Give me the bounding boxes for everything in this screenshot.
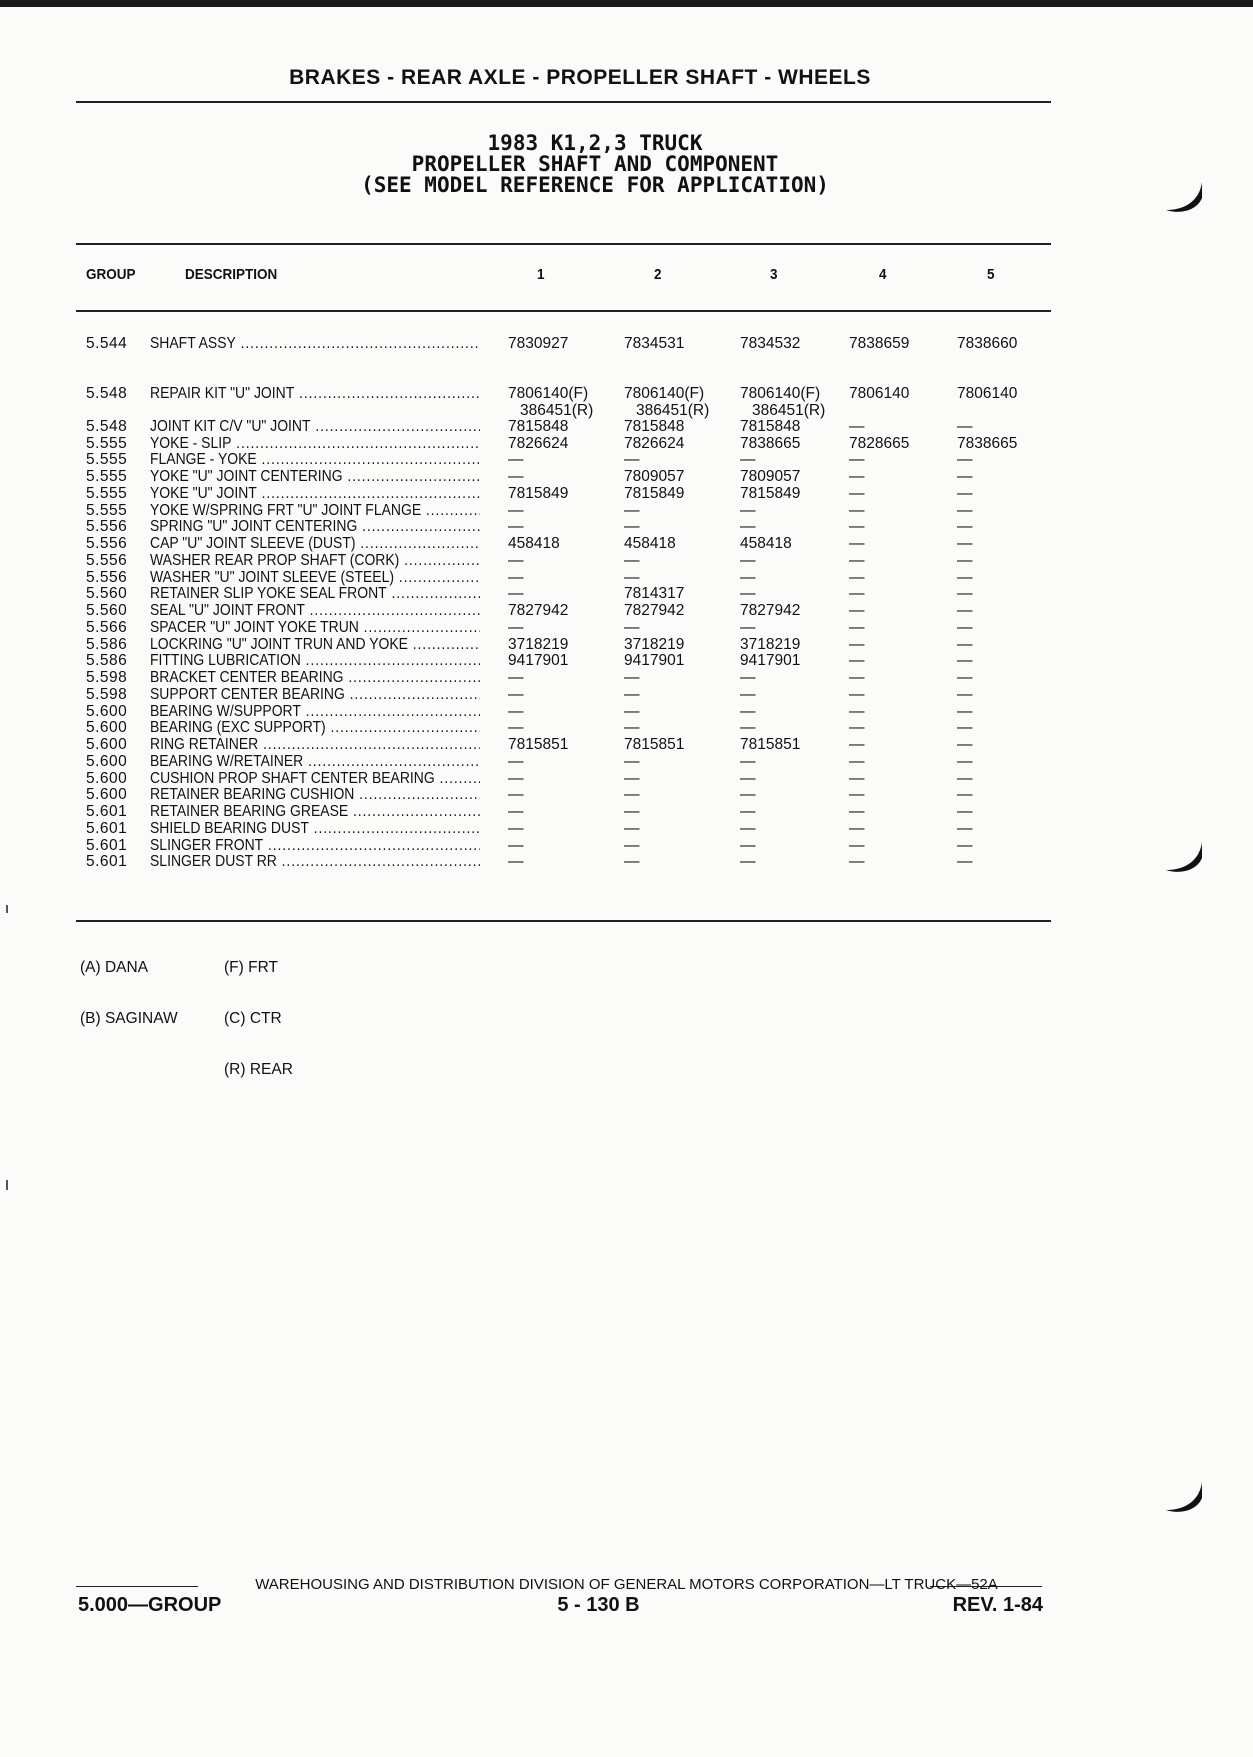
row-description [150,736,480,753]
row-cell-col-3: — [740,836,756,854]
row-description [150,485,480,502]
row-description-text: LOCKRING "U" JOINT TRUN AND YOKE ..... [150,636,480,653]
row-description-text: FLANGE - YOKE ..... [150,451,480,468]
row-cell-col-1: — [508,669,524,686]
row-cell-col-3: — [740,568,756,586]
row-cell-col-1: — [508,585,524,603]
row-cell-col-4: — [849,501,865,519]
row-group-code: 5.555 [86,434,128,452]
binder-ring-hole-icon [1162,180,1204,216]
footer-group: 5.000—GROUP [78,1594,222,1616]
row-description [150,385,480,402]
row-cell-col-5: — [957,484,973,502]
row-cell-col-1: — [508,685,524,703]
row-cell-col-3: — [740,853,756,871]
row-group-code: 5.566 [86,618,128,636]
row-cell-col-2: 7815851 [624,736,685,753]
row-cell-col-1: — [508,618,524,636]
row-description-text: YOKE "U" JOINT CENTERING ..... [150,468,480,485]
row-group-code: 5.556 [86,518,128,536]
row-cell-col-1: 7830927 [508,335,569,352]
row-cell-col-2: — [624,669,640,686]
row-cell-col-2: — [624,819,640,837]
row-group-code: 5.556 [86,551,128,569]
row-group-code: 5.601 [86,853,128,871]
row-description [150,552,480,569]
row-cell-col-4: — [849,819,865,837]
row-description [150,669,480,686]
row-cell-col-1: — [508,702,524,720]
binder-ring-hole-icon [1162,1480,1204,1516]
row-description [150,837,480,854]
row-cell-col-1: 7815849 [508,484,569,502]
row-cell-col-2: — [624,451,640,469]
row-group-code: 5.586 [86,652,128,670]
row-cell-col-2: 7809057 [624,468,685,485]
row-cell-col-4: — [849,803,865,820]
row-group-code: 5.555 [86,484,128,502]
row-cell-col-2: 7815848 [624,417,685,435]
row-cell-col-5: — [957,803,973,820]
row-description-text: RETAINER BEARING GREASE ..... [150,803,480,820]
header-col-4: 4 [879,266,887,283]
row-cell-col-1: 3718219 [508,635,569,653]
row-cell-col-3: 7815849 [740,484,801,502]
row-cell-col-5: — [957,685,973,703]
row-cell-col-5: — [957,769,973,787]
row-cell-col-3: — [740,585,756,603]
row-description-text: FITTING LUBRICATION ..... [150,652,480,669]
row-description [150,569,480,586]
row-cell-col-2: — [624,719,640,737]
row-cell-col-5: — [957,417,973,435]
row-cell-col-1: 7815851 [508,736,569,753]
row-cell-col-2: 7806140(F) [624,384,705,402]
row-group-code: 5.586 [86,635,128,653]
row-description [150,535,480,552]
row-cell-col-5: — [957,551,973,569]
row-description [150,686,480,703]
footer-page-number: 5 - 130 B [557,1594,640,1616]
row-group-code: 5.560 [86,602,128,619]
row-cell-col-3: — [740,752,756,770]
row-description-text: SHIELD BEARING DUST ..... [150,820,480,837]
row-cell-col-4: — [849,736,865,753]
row-group-code: 5.548 [86,417,128,435]
row-group-code: 5.555 [86,501,128,519]
row-group-code: 5.555 [86,451,128,469]
row-cell-col-4: — [849,752,865,770]
row-description [150,803,480,820]
row-cell-col-3: — [740,685,756,703]
row-cell-col-2: — [624,568,640,586]
row-cell-col-4: 7806140 [849,384,910,402]
row-cell-col-4: — [849,685,865,703]
row-cell-col-5: — [957,752,973,770]
row-cell-col-4: — [849,417,865,435]
row-description-text: SLINGER FRONT ..... [150,837,480,854]
row-description-text: YOKE "U" JOINT ..... [150,485,480,502]
row-cell-col-4: — [849,602,865,619]
row-group-code: 5.601 [86,819,128,837]
row-cell-col-2: — [624,786,640,804]
row-cell-col-3: — [740,518,756,536]
row-cell-col-3: 7806140(F) [740,384,821,402]
row-cell-col-5: — [957,535,973,552]
row-cell-col-2: 7814317 [624,585,685,603]
row-cell-col-5: — [957,719,973,737]
page-title [0,133,1190,196]
row-cell-col-2: — [624,518,640,536]
row-cell-col-1: — [508,719,524,737]
row-group-code: 5.598 [86,669,128,686]
row-cell-col-2: — [624,752,640,770]
row-group-code: 5.600 [86,736,128,753]
row-group-code: 5.601 [86,836,128,854]
row-description-text: RING RETAINER ..... [150,736,480,753]
row-description [150,602,480,619]
row-cell-col-3: — [740,451,756,469]
row-group-code: 5.600 [86,769,128,787]
header-rule [76,101,1051,103]
row-cell-col-5: — [957,451,973,469]
row-description-text: CAP "U" JOINT SLEEVE (DUST) ..... [150,535,480,552]
row-cell-col-1: 7827942 [508,602,569,619]
legend-manufacturers [80,925,178,1044]
row-group-code: 5.600 [86,702,128,720]
table-top-rule [76,243,1051,245]
header-bottom-rule [76,310,1051,312]
row-group-code: 5.598 [86,685,128,703]
row-cell-col-2: 7826624 [624,434,685,452]
row-description-text: SPRING "U" JOINT CENTERING ..... [150,518,480,535]
row-cell-col-1: — [508,551,524,569]
footer-division: WAREHOUSING AND DISTRIBUTION DIVISION OF GENERAL MOTORS CORPORATION—LT TRUCK—52A [255,1576,998,1593]
row-group-code: 5.600 [86,752,128,770]
row-description [150,585,480,602]
row-cell-col-4: — [849,618,865,636]
row-cell-col-5: — [957,786,973,804]
row-description-text: SEAL "U" JOINT FRONT ..... [150,602,480,619]
row-description-text: RETAINER BEARING CUSHION ..... [150,786,480,803]
legend-item: (C) CTR [224,1010,282,1027]
scan-top-edge [0,0,1253,7]
row-cell-col-4: — [849,518,865,536]
row-cell-col-3: — [740,702,756,720]
row-cell-col-4: — [849,853,865,871]
row-cell-col-4: — [849,585,865,603]
row-description [150,468,480,485]
row-description-text: REPAIR KIT "U" JOINT ..... [150,385,480,402]
row-cell-col-1: — [508,451,524,469]
row-description [150,518,480,535]
row-cell-col-5: 7806140 [957,384,1018,402]
row-cell-col-4: — [849,719,865,737]
row-cell-col-2: — [624,685,640,703]
row-cell-col-1: 7815848 [508,417,569,435]
row-cell-col-3: 7815848 [740,417,801,435]
row-cell-col-4: — [849,535,865,552]
row-cell-col-4: — [849,451,865,469]
row-description-text: BEARING W/RETAINER ..... [150,753,480,770]
row-cell-col-4: — [849,652,865,670]
row-description-text: SLINGER DUST RR ..... [150,853,480,870]
row-cell-col-3: — [740,669,756,686]
row-description-text: WASHER REAR PROP SHAFT (CORK) ..... [150,552,480,569]
row-cell-col-3: — [740,719,756,737]
scan-mark [6,1180,8,1190]
legend-item: (A) DANA [80,959,149,976]
row-cell-col-1: — [508,518,524,536]
row-cell-col-3: 458418 [740,535,792,552]
row-cell-col-3: — [740,786,756,804]
title-line-2: PROPELLER SHAFT AND COMPONENT [411,152,779,176]
row-cell-col-2: — [624,551,640,569]
row-cell-col-5: — [957,602,973,619]
row-cell-col-1: — [508,568,524,586]
legend-item: (B) SAGINAW [80,1010,178,1027]
row-sub-value-col-2: 386451(R) [636,401,710,419]
row-cell-col-1: — [508,803,524,820]
row-description [150,652,480,669]
row-cell-col-5: — [957,468,973,485]
row-cell-col-5: — [957,518,973,536]
row-description-text: CUSHION PROP SHAFT CENTER BEARING ..... [150,770,480,787]
row-cell-col-2: — [624,501,640,519]
row-group-code: 5.556 [86,568,128,586]
row-cell-col-2: — [624,836,640,854]
header-col-5: 5 [987,266,995,283]
row-cell-col-4: — [849,568,865,586]
row-cell-col-1: — [508,752,524,770]
row-description-text: SPACER "U" JOINT YOKE TRUN ..... [150,619,480,636]
row-cell-col-3: 3718219 [740,635,801,653]
row-cell-col-3: 7815851 [740,736,801,753]
row-cell-col-5: — [957,652,973,670]
footer-revision: REV. 1-84 [952,1594,1043,1616]
row-cell-col-3: 7838665 [740,434,801,452]
row-description-text: WASHER "U" JOINT SLEEVE (STEEL) ..... [150,569,480,586]
row-cell-col-4: — [849,836,865,854]
row-description [150,636,480,653]
row-description [150,502,480,519]
row-cell-col-2: 458418 [624,535,676,552]
header-col-3: 3 [770,266,778,283]
row-description [150,719,480,736]
row-description [150,753,480,770]
row-group-code: 5.560 [86,585,128,603]
row-cell-col-2: — [624,803,640,820]
row-cell-col-1: — [508,769,524,787]
row-cell-col-5: 7838665 [957,434,1018,452]
row-cell-col-4: — [849,635,865,653]
row-cell-col-2: 7834531 [624,335,685,352]
row-cell-col-5: 7838660 [957,335,1018,352]
row-cell-col-4: — [849,669,865,686]
row-description-text: BEARING (EXC SUPPORT) ..... [150,719,480,736]
row-cell-col-1: 9417901 [508,652,569,670]
row-group-code: 5.600 [86,786,128,804]
row-cell-col-2: 9417901 [624,652,685,670]
title-line-1: 1983 K1,2,3 TRUCK [487,131,703,155]
row-cell-col-1: 7826624 [508,434,569,452]
row-cell-col-4: — [849,468,865,485]
row-cell-col-1: — [508,468,524,485]
row-cell-col-1: — [508,819,524,837]
row-description [150,853,480,870]
row-cell-col-3: 7809057 [740,468,801,485]
row-cell-col-3: — [740,618,756,636]
running-head: BRAKES - REAR AXLE - PROPELLER SHAFT - WHEELS [289,66,871,89]
row-cell-col-5: — [957,585,973,603]
row-group-code: 5.548 [86,384,128,402]
row-cell-col-5: — [957,635,973,653]
row-cell-col-3: — [740,551,756,569]
title-line-3: (SEE MODEL REFERENCE FOR APPLICATION) [361,173,829,197]
row-cell-col-4: 7828665 [849,434,910,452]
row-cell-col-2: — [624,853,640,871]
row-cell-col-4: — [849,551,865,569]
row-sub-value-col-1: 386451(R) [520,401,594,419]
row-cell-col-3: 9417901 [740,652,801,670]
row-description-text: BRACKET CENTER BEARING ..... [150,669,480,686]
row-description-text: BEARING W/SUPPORT ..... [150,703,480,720]
row-cell-col-2: — [624,702,640,720]
row-description [150,435,480,452]
row-cell-col-1: 458418 [508,535,560,552]
row-description-text: JOINT KIT C/V "U" JOINT ..... [150,418,480,435]
row-cell-col-2: 3718219 [624,635,685,653]
row-group-code: 5.556 [86,535,128,552]
row-description [150,820,480,837]
row-cell-col-3: — [740,803,756,820]
row-group-code: 5.601 [86,803,128,820]
row-description [150,703,480,720]
row-cell-col-3: — [740,769,756,787]
row-cell-col-1: 7806140(F) [508,384,589,402]
row-cell-col-5: — [957,836,973,854]
row-description-text: YOKE - SLIP ..... [150,435,480,452]
row-cell-col-3: 7827942 [740,602,801,619]
legend-positions [224,925,293,1095]
row-cell-col-3: — [740,819,756,837]
row-description [150,418,480,435]
row-description [150,451,480,468]
row-group-code: 5.555 [86,468,128,485]
table-bottom-rule [76,920,1051,922]
row-description [150,770,480,787]
row-sub-value-col-3: 386451(R) [752,401,826,419]
row-cell-col-4: 7838659 [849,335,910,352]
row-cell-col-2: 7815849 [624,484,685,502]
row-cell-col-5: — [957,618,973,636]
header-description: DESCRIPTION [185,266,278,283]
row-description [150,619,480,636]
legend-item: (R) REAR [224,1061,293,1078]
binder-ring-hole-icon [1162,840,1204,876]
legend-item: (F) FRT [224,959,278,976]
row-description-text: RETAINER SLIP YOKE SEAL FRONT ..... [150,585,480,602]
row-cell-col-1: — [508,853,524,871]
row-cell-col-5: — [957,568,973,586]
row-cell-col-2: — [624,769,640,787]
header-col-2: 2 [654,266,662,283]
row-description-text: YOKE W/SPRING FRT "U" JOINT FLANGE ..... [150,502,480,519]
row-cell-col-4: — [849,702,865,720]
row-description-text: SUPPORT CENTER BEARING ..... [150,686,480,703]
row-cell-col-5: — [957,501,973,519]
row-cell-col-1: — [508,836,524,854]
row-cell-col-2: 7827942 [624,602,685,619]
row-description [150,335,480,352]
row-cell-col-3: 7834532 [740,335,801,352]
row-cell-col-5: — [957,819,973,837]
row-group-code: 5.600 [86,719,128,737]
header-group: GROUP [86,266,136,283]
row-cell-col-2: — [624,618,640,636]
row-description [150,786,480,803]
row-cell-col-5: — [957,853,973,871]
row-cell-col-4: — [849,786,865,804]
row-cell-col-5: — [957,736,973,753]
row-cell-col-5: — [957,669,973,686]
row-cell-col-4: — [849,769,865,787]
row-cell-col-1: — [508,501,524,519]
row-cell-col-4: — [849,484,865,502]
row-description-text: SHAFT ASSY ..... [150,335,480,352]
row-cell-col-1: — [508,786,524,804]
scan-mark [6,905,8,913]
row-group-code: 5.544 [86,335,128,352]
row-cell-col-3: — [740,501,756,519]
row-cell-col-5: — [957,702,973,720]
header-col-1: 1 [537,266,545,283]
